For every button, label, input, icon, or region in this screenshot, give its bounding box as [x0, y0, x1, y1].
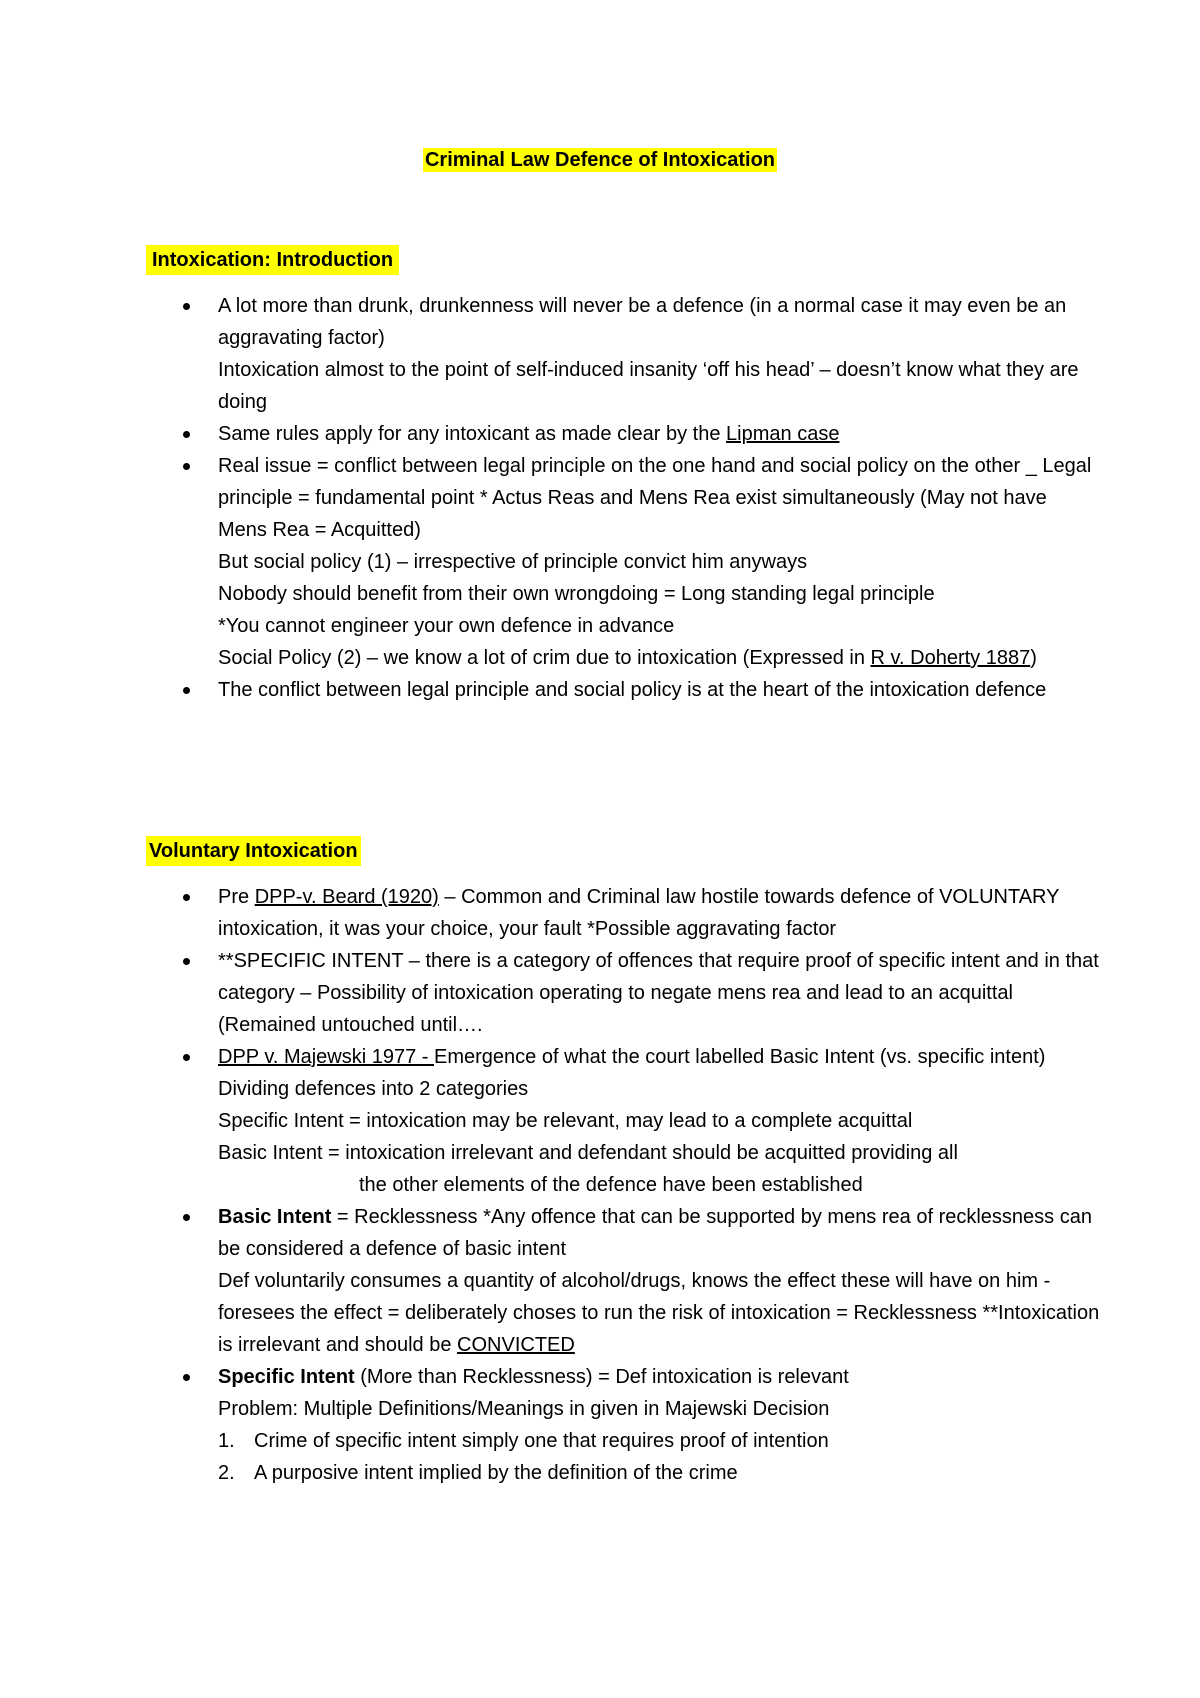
list-item [0, 1361, 1100, 1489]
bullet-line: Real issue = conflict between legal principle on the one hand and social policy on the other _ Legal principle = fundamental point * Actus Reas and Mens Rea exist simultaneously (May not have Mens Rea = Acquitted) [218, 455, 1092, 541]
list-item [0, 881, 1100, 945]
numbered-item [218, 1457, 1100, 1489]
list-item [0, 945, 1100, 1041]
bullet-text: Social Policy (2) – we know a lot of crim due to intoxication (Expressed in [218, 647, 871, 669]
list-item [0, 450, 1100, 674]
bullet-line [218, 642, 1100, 674]
section-heading-voluntary [146, 838, 361, 864]
bullet-line [218, 1265, 1100, 1361]
list-item [0, 418, 1100, 450]
bullet-line: Basic Intent = intoxication irrelevant and defendant should be acquitted providing all [218, 1142, 958, 1164]
bullet-text: Emergence of what the court labelled Basic Intent (vs. specific intent) Dividing defences into 2 categories [218, 1046, 1046, 1100]
list-item [0, 1201, 1100, 1361]
numbered-text: A purposive intent implied by the definition of the crime [254, 1462, 738, 1484]
section-heading-text: Voluntary Intoxication [146, 836, 361, 866]
case-link-doherty[interactable]: R v. Doherty 1887 [870, 647, 1031, 669]
introduction-bullet-list [0, 290, 1100, 706]
bullet-line: A lot more than drunk, drunkenness will never be a defence (in a normal case it may even be an aggravating factor) [218, 295, 1067, 349]
bullet-line: The conflict between legal principle and social policy is at the heart of the intoxication defence [218, 679, 1047, 701]
bullet-text: Pre [218, 886, 255, 908]
bullet-line: Intoxication almost to the point of self-induced insanity ‘off his head’ – doesn’t know what they are doing [218, 359, 1079, 413]
case-link-majewski[interactable]: DPP v. Majewski 1977 - [218, 1046, 435, 1068]
bullet-line: Problem: Multiple Definitions/Meanings in given in Majewski Decision [218, 1398, 830, 1420]
number-label: 1. [218, 1430, 235, 1452]
document-title-text: Criminal Law Defence of Intoxication [424, 149, 776, 171]
case-link-lipman[interactable]: Lipman case [726, 423, 840, 445]
bullet-text: ) [1030, 647, 1037, 669]
list-item [0, 290, 1100, 418]
bullet-text: = Recklessness *Any offence that can be supported by mens rea of recklessness can be considered a defence of basic intent [218, 1206, 1092, 1260]
bullet-line: Nobody should benefit from their own wrongdoing = Long standing legal principle [218, 583, 935, 605]
voluntary-bullet-list [0, 881, 1100, 1489]
bullet-line: *You cannot engineer your own defence in advance [218, 615, 675, 637]
bullet-text: Same rules apply for any intoxicant as made clear by the [218, 423, 727, 445]
bullet-text: – Common and Criminal law hostile towards defence of VOLUNTARY intoxication, it was your choice, your fault *Possible aggravating factor [218, 886, 1060, 940]
term-specific-intent: Specific Intent [218, 1366, 355, 1388]
list-item [0, 1041, 1100, 1201]
bullet-text: Def voluntarily consumes a quantity of alcohol/drugs, knows the effect these will have on him - foresees the effect = deliberately choses to run the risk of intoxication = Recklessness **Intoxication is irrelevant and should be [218, 1270, 1100, 1356]
section-heading-text: Intoxication: Introduction [146, 245, 399, 275]
document-title [0, 147, 1200, 173]
section-heading-introduction [146, 247, 399, 273]
list-item [0, 674, 1100, 706]
case-link-beard[interactable]: DPP-v. Beard (1920) [254, 886, 439, 908]
bullet-indented-line: the other elements of the defence have been established [359, 1174, 863, 1196]
convicted-underlined: CONVICTED [457, 1334, 575, 1356]
bullet-text: **SPECIFIC INTENT – there is a category of offences that require proof of specific intent and in that category – Possibility of intoxication operating to negate mens rea and lead to an acquittal (Remained untouched until…. [218, 950, 1099, 1036]
term-basic-intent: Basic Intent [218, 1206, 332, 1228]
numbered-list [218, 1425, 1100, 1489]
bullet-line: Specific Intent = intoxication may be relevant, may lead to a complete acquittal [218, 1110, 913, 1132]
numbered-text: Crime of specific intent simply one that requires proof of intention [254, 1430, 829, 1452]
number-label: 2. [218, 1462, 235, 1484]
bullet-text: (More than Recklessness) = Def intoxication is relevant [354, 1366, 849, 1388]
bullet-line: But social policy (1) – irrespective of principle convict him anyways [218, 551, 808, 573]
numbered-item [218, 1425, 1100, 1457]
